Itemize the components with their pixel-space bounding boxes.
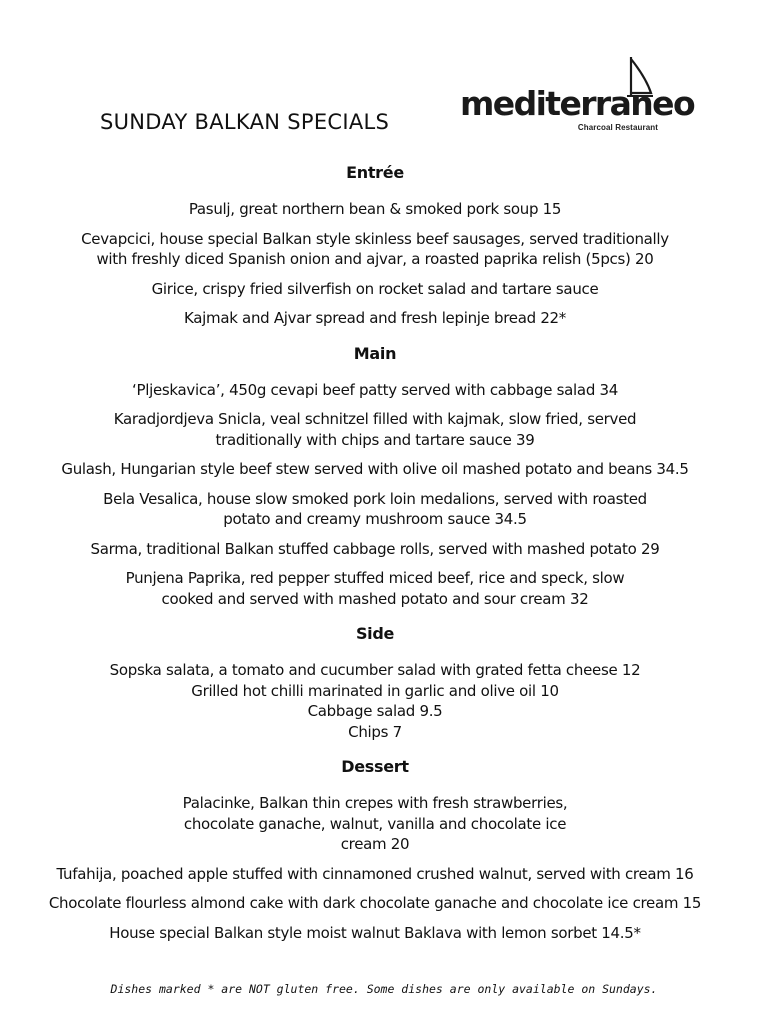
logo-wordmark: mediterraneo [460,84,695,123]
menu-item: Karadjordjeva Snicla, veal schnitzel filled with kajmak, slow fried, served traditionally with chips and tartare sauce 39 [113,410,637,449]
logo-tagline: Charcoal Restaurant [577,123,658,132]
menu-item: Kajmak and Ajvar spread and fresh lepinje bread 22* [183,309,567,327]
menu-item: Grilled hot chilli marinated in garlic and olive oil 10 [191,681,559,700]
section-main [40,343,710,610]
restaurant-logo [460,55,695,135]
section-dessert [40,756,710,943]
menu-item: Cevapcici, house special Balkan style skinless beef sausages, served traditionally with freshly diced Spanish onion and ajvar, a roasted paprika relish (5pcs) 20 [81,229,669,268]
section-heading: Dessert [341,757,409,776]
menu-item: Gulash, Hungarian style beef stew served with olive oil mashed potato and beans 34.5 [61,460,689,478]
menu-item: House special Balkan style moist walnut Baklava with lemon sorbet 14.5* [109,923,641,942]
menu-item: ‘Pljeskavica’, 450g cevapi beef patty served with cabbage salad 34 [132,380,618,399]
menu-item: Sarma, traditional Balkan stuffed cabbage rolls, served with mashed potato 29 [90,539,660,558]
menu-item: Cabbage salad 9.5 [307,702,443,720]
menu-item: Tufahija, poached apple stuffed with cinnamoned crushed walnut, served with cream 16 [56,864,694,883]
menu-item: Sopska salata, a tomato and cucumber salad with grated fetta cheese 12 [109,661,641,679]
page-title: SUNDAY BALKAN SPECIALS [100,110,390,134]
footer-note: Dishes marked * are NOT gluten free. Some dishes are only available on Sundays. [110,982,658,996]
menu-body [40,162,710,957]
section-side [40,623,710,742]
section-entree [40,162,710,329]
menu-item: Punjena Paprika, red pepper stuffed miced beef, rice and speck, slow cooked and served with mashed potato and sour cream 32 [125,569,625,608]
section-heading: Main [353,343,397,363]
section-heading: Entrée [346,163,404,182]
section-heading: Side [355,624,395,643]
menu-item: Pasulj, great northern bean & smoked pork soup 15 [188,200,562,218]
menu-item: Bela Vesalica, house slow smoked pork loin medalions, served with roasted potato and creamy mushroom sauce 34.5 [103,489,647,528]
menu-item: Chips 7 [348,722,402,741]
menu-item: Girice, crispy fried silverfish on rocket salad and tartare sauce [151,279,599,298]
menu-item: Chocolate flourless almond cake with dark chocolate ganache and chocolate ice cream 15 [48,894,702,912]
menu-item: Palacinke, Balkan thin crepes with fresh strawberries, chocolate ganache, walnut, vanilla and chocolate ice cream 20 [182,794,568,853]
